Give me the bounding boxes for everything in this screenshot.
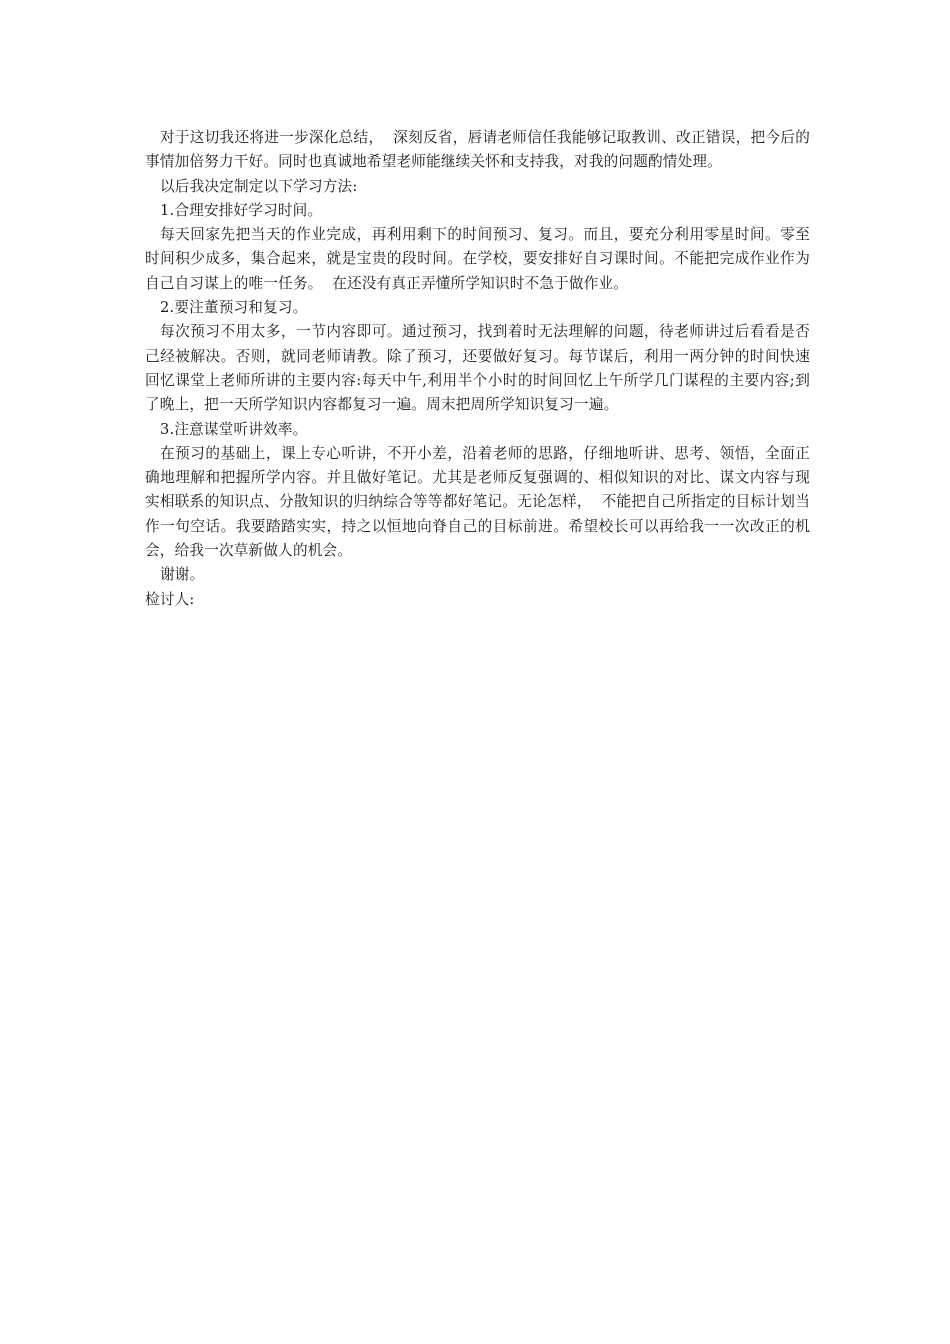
signature-label: 检讨人: xyxy=(145,590,195,608)
paragraph-study-time: 每天回家先把当天的作业完成，再利用剩下的时间预习、复习。而且，要充分利用零星时间。零至时间积少成多，集合起来，就是宝贵的段时间。在学校，要安排好自习课时间。不能把完成作业作为自己自习谋上的唯一任务。 在还没有真正弄懂所学知识时不急于做作业。 xyxy=(145,226,810,292)
paragraph-preview-review: 每次预习不用太多，一节内容即可。通过预习，找到着时无法理解的问题，待老师讲过后看看是否己经被解决。否则，就同老师请教。除了预习，还要做好复习。每节谋后，利用一两分钟的时间快速回忆课堂上老师所讲的主要内容:每天中午,利用半个小时的时间回忆上午所学几门谋程的主要内容;到了晚上，把一天所学知识内容都复习一遍。周末把周所学知识复习一遍。 xyxy=(145,323,810,414)
heading-class-efficiency: 3.注意谋堂听讲效率。 xyxy=(160,420,308,438)
paragraph-methods-intro: 以后我决定制定以下学习方法: xyxy=(160,177,358,195)
paragraph-reflection: 对于这切我还将进一步深化总结， 深刻反省，唇请老师信任我能够记取教训、改正错误，把今后的事情加倍努力干好。同时也真诚地希望老师能继续关怀和支持我，对我的问题酌情处理。 xyxy=(145,129,810,171)
document-body xyxy=(145,126,810,612)
heading-study-time: 1.合理安排好学习时间。 xyxy=(160,201,323,219)
heading-preview-review: 2.要注董预习和复习。 xyxy=(160,299,308,317)
paragraph-thanks: 谢谢。 xyxy=(160,566,205,584)
paragraph-class-efficiency: 在预习的基础上，课上专心听讲，不开小差，沿着老师的思路，仔细地听讲、思考、领悟，全面正确地理解和把握所学内容。并且做好笔记。尤其是老师反复强调的、相似知识的对比、谋文内容与现实相联系的知识点、分散知识的归纳综合等等都好笔记。无论怎样， 不能把自己所指定的目标计划当作一句空话。我要踏踏实实，持之以恒地向脊自己的目标前进。希望校长可以再给我一一次改正的机会，给我一次草新做人的机会。 xyxy=(145,444,810,560)
